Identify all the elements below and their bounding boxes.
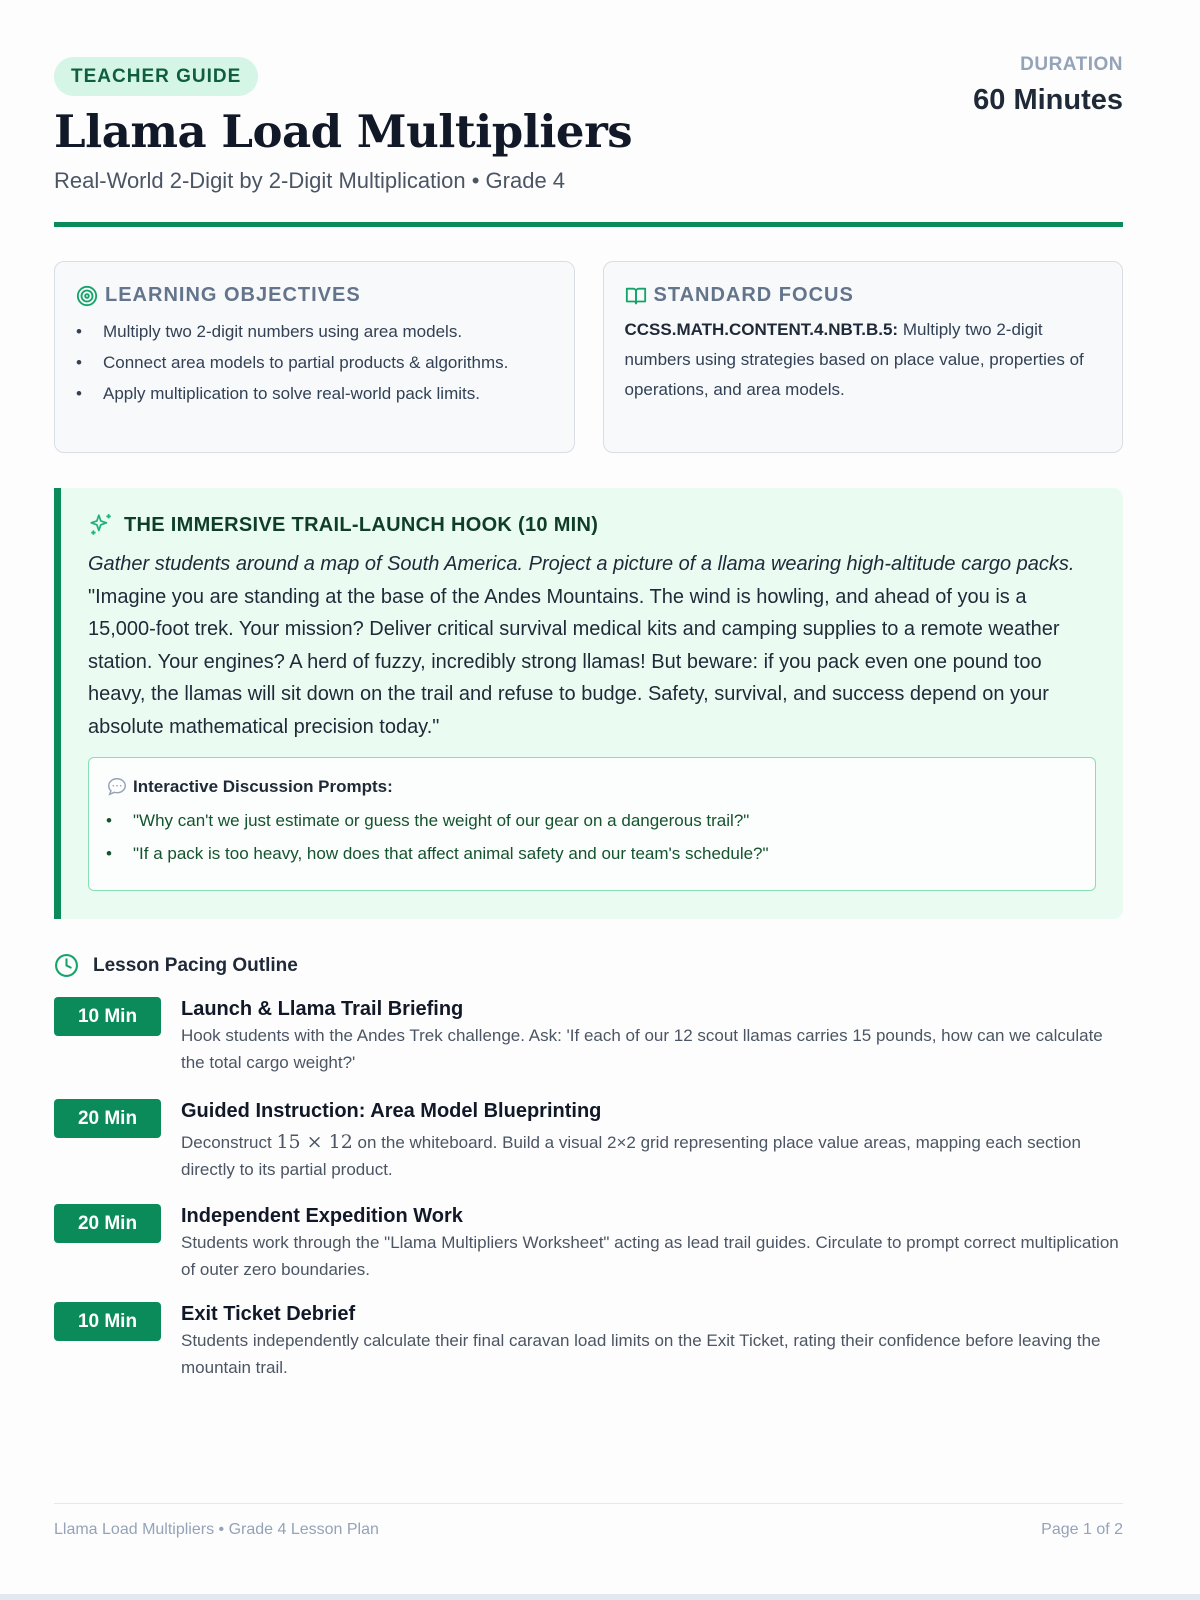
pacing-step-description: Deconstruct 15 × 12 on the whiteboard. Build a visual 2×2 grid representing place value areas, mapping each section directly to its partial product. [181, 1131, 1081, 1179]
discussion-prompts-list [106, 810, 1078, 865]
page-header [54, 0, 1123, 227]
discussion-prompts-header [106, 776, 1078, 798]
standard-text: CCSS.MATH.CONTENT.4.NBT.B.5: Multiply two 2-digit numbers using strategies based on place value, properties of operations, and area models. [624, 320, 1084, 399]
list-item: • Multiply two 2-digit numbers using area models. [76, 322, 463, 341]
discussion-prompts-box [88, 757, 1096, 891]
list-item: • "If a pack is too heavy, how does that affect animal safety and our team's schedule?" [106, 844, 769, 863]
duration-label: DURATION [1020, 54, 1123, 75]
list-item: • Apply multiplication to solve real-world pack limits. [76, 384, 480, 403]
pacing-header [54, 953, 1123, 978]
pacing-step-description: Students independently calculate their final caravan load limits on the Exit Ticket, rating their confidence before leaving the mountain trail. [181, 1331, 1101, 1377]
hook-header [88, 512, 1096, 538]
time-badge: 10 Min [54, 1302, 161, 1341]
discussion-prompts-title: Interactive Discussion Prompts: [133, 777, 393, 796]
pacing-title: Lesson Pacing Outline [93, 954, 298, 976]
learning-objectives-title: LEARNING OBJECTIVES [105, 284, 361, 306]
hook-script: "Imagine you are standing at the base of the Andes Mountains. The wind is howling, and ahead of you is a 15,000-foot trek. Your mission? Deliver critical survival medical kits and camping supplies to a remote weather station. Your engines? A herd of fuzzy, incredibly strong llamas! But beware: if you pack even one pound too heavy, the llamas will sit down on the trail and refuse to budge. Safety, survival, and success depend on your absolute mathematical precision today." [88, 585, 1060, 738]
stage-direction: Gather students around a map of South America. Project a picture of a llama wearing high-altitude cargo packs. [88, 553, 1075, 575]
list-item: • "Why can't we just estimate or guess the weight of our gear on a dangerous trail?" [106, 811, 750, 830]
math-expression: 15 × 12 [276, 1131, 353, 1153]
page-subtitle: Real-World 2-Digit by 2-Digit Multiplication • Grade 4 [54, 168, 566, 193]
standard-focus-card [603, 261, 1124, 453]
target-icon [76, 285, 98, 307]
pacing-step-title: Independent Expedition Work [181, 1205, 463, 1227]
standard-focus-title: STANDARD FOCUS [653, 284, 854, 306]
pacing-step-title: Launch & Llama Trail Briefing [181, 998, 464, 1020]
pacing-row [54, 997, 1123, 1076]
clock-icon [54, 953, 79, 978]
standard-code: CCSS.MATH.CONTENT.4.NBT.B.5: [624, 320, 899, 339]
hook-title: THE IMMERSIVE TRAIL-LAUNCH HOOK (10 MIN) [124, 513, 599, 536]
info-cards [54, 261, 1123, 453]
hook-narrative [88, 548, 1096, 743]
duration-value: 60 Minutes [973, 84, 1123, 116]
teacher-guide-badge: TEACHER GUIDE [54, 57, 258, 96]
learning-objectives-card [54, 261, 575, 453]
pacing-step-title: Exit Ticket Debrief [181, 1303, 356, 1325]
standard-focus-header [625, 284, 1102, 307]
page-footer [54, 1503, 1123, 1539]
learning-objectives-header [76, 284, 553, 307]
time-badge: 20 Min [54, 1099, 161, 1138]
pacing-step-description: Students work through the "Llama Multipliers Worksheet" acting as lead trail guides. Circulate to prompt correct multiplication of outer zero boundaries. [181, 1233, 1119, 1279]
footer-document-title: Llama Load Multipliers • Grade 4 Lesson Plan [54, 1521, 379, 1538]
speech-bubble-icon [106, 776, 128, 798]
page-number: Page 1 of 2 [1041, 1521, 1123, 1538]
time-badge: 10 Min [54, 997, 161, 1036]
pacing-row [54, 1302, 1123, 1381]
pacing-step-title: Guided Instruction: Area Model Blueprinting [181, 1100, 602, 1122]
list-item: • Connect area models to partial products & algorithms. [76, 353, 509, 372]
page-title: Llama Load Multipliers [54, 105, 633, 158]
pacing-row [54, 1204, 1123, 1283]
objectives-list [76, 319, 553, 407]
time-badge: 20 Min [54, 1204, 161, 1243]
pacing-step-description: Hook students with the Andes Trek challenge. Ask: 'If each of our 12 scout llamas carries 15 pounds, how can we calculate the total cargo weight?' [181, 1026, 1103, 1072]
duration-block [973, 54, 1123, 117]
pacing-row [54, 1099, 1123, 1183]
sparkles-icon [88, 512, 114, 538]
hook-section [54, 488, 1123, 919]
book-icon [625, 285, 647, 307]
